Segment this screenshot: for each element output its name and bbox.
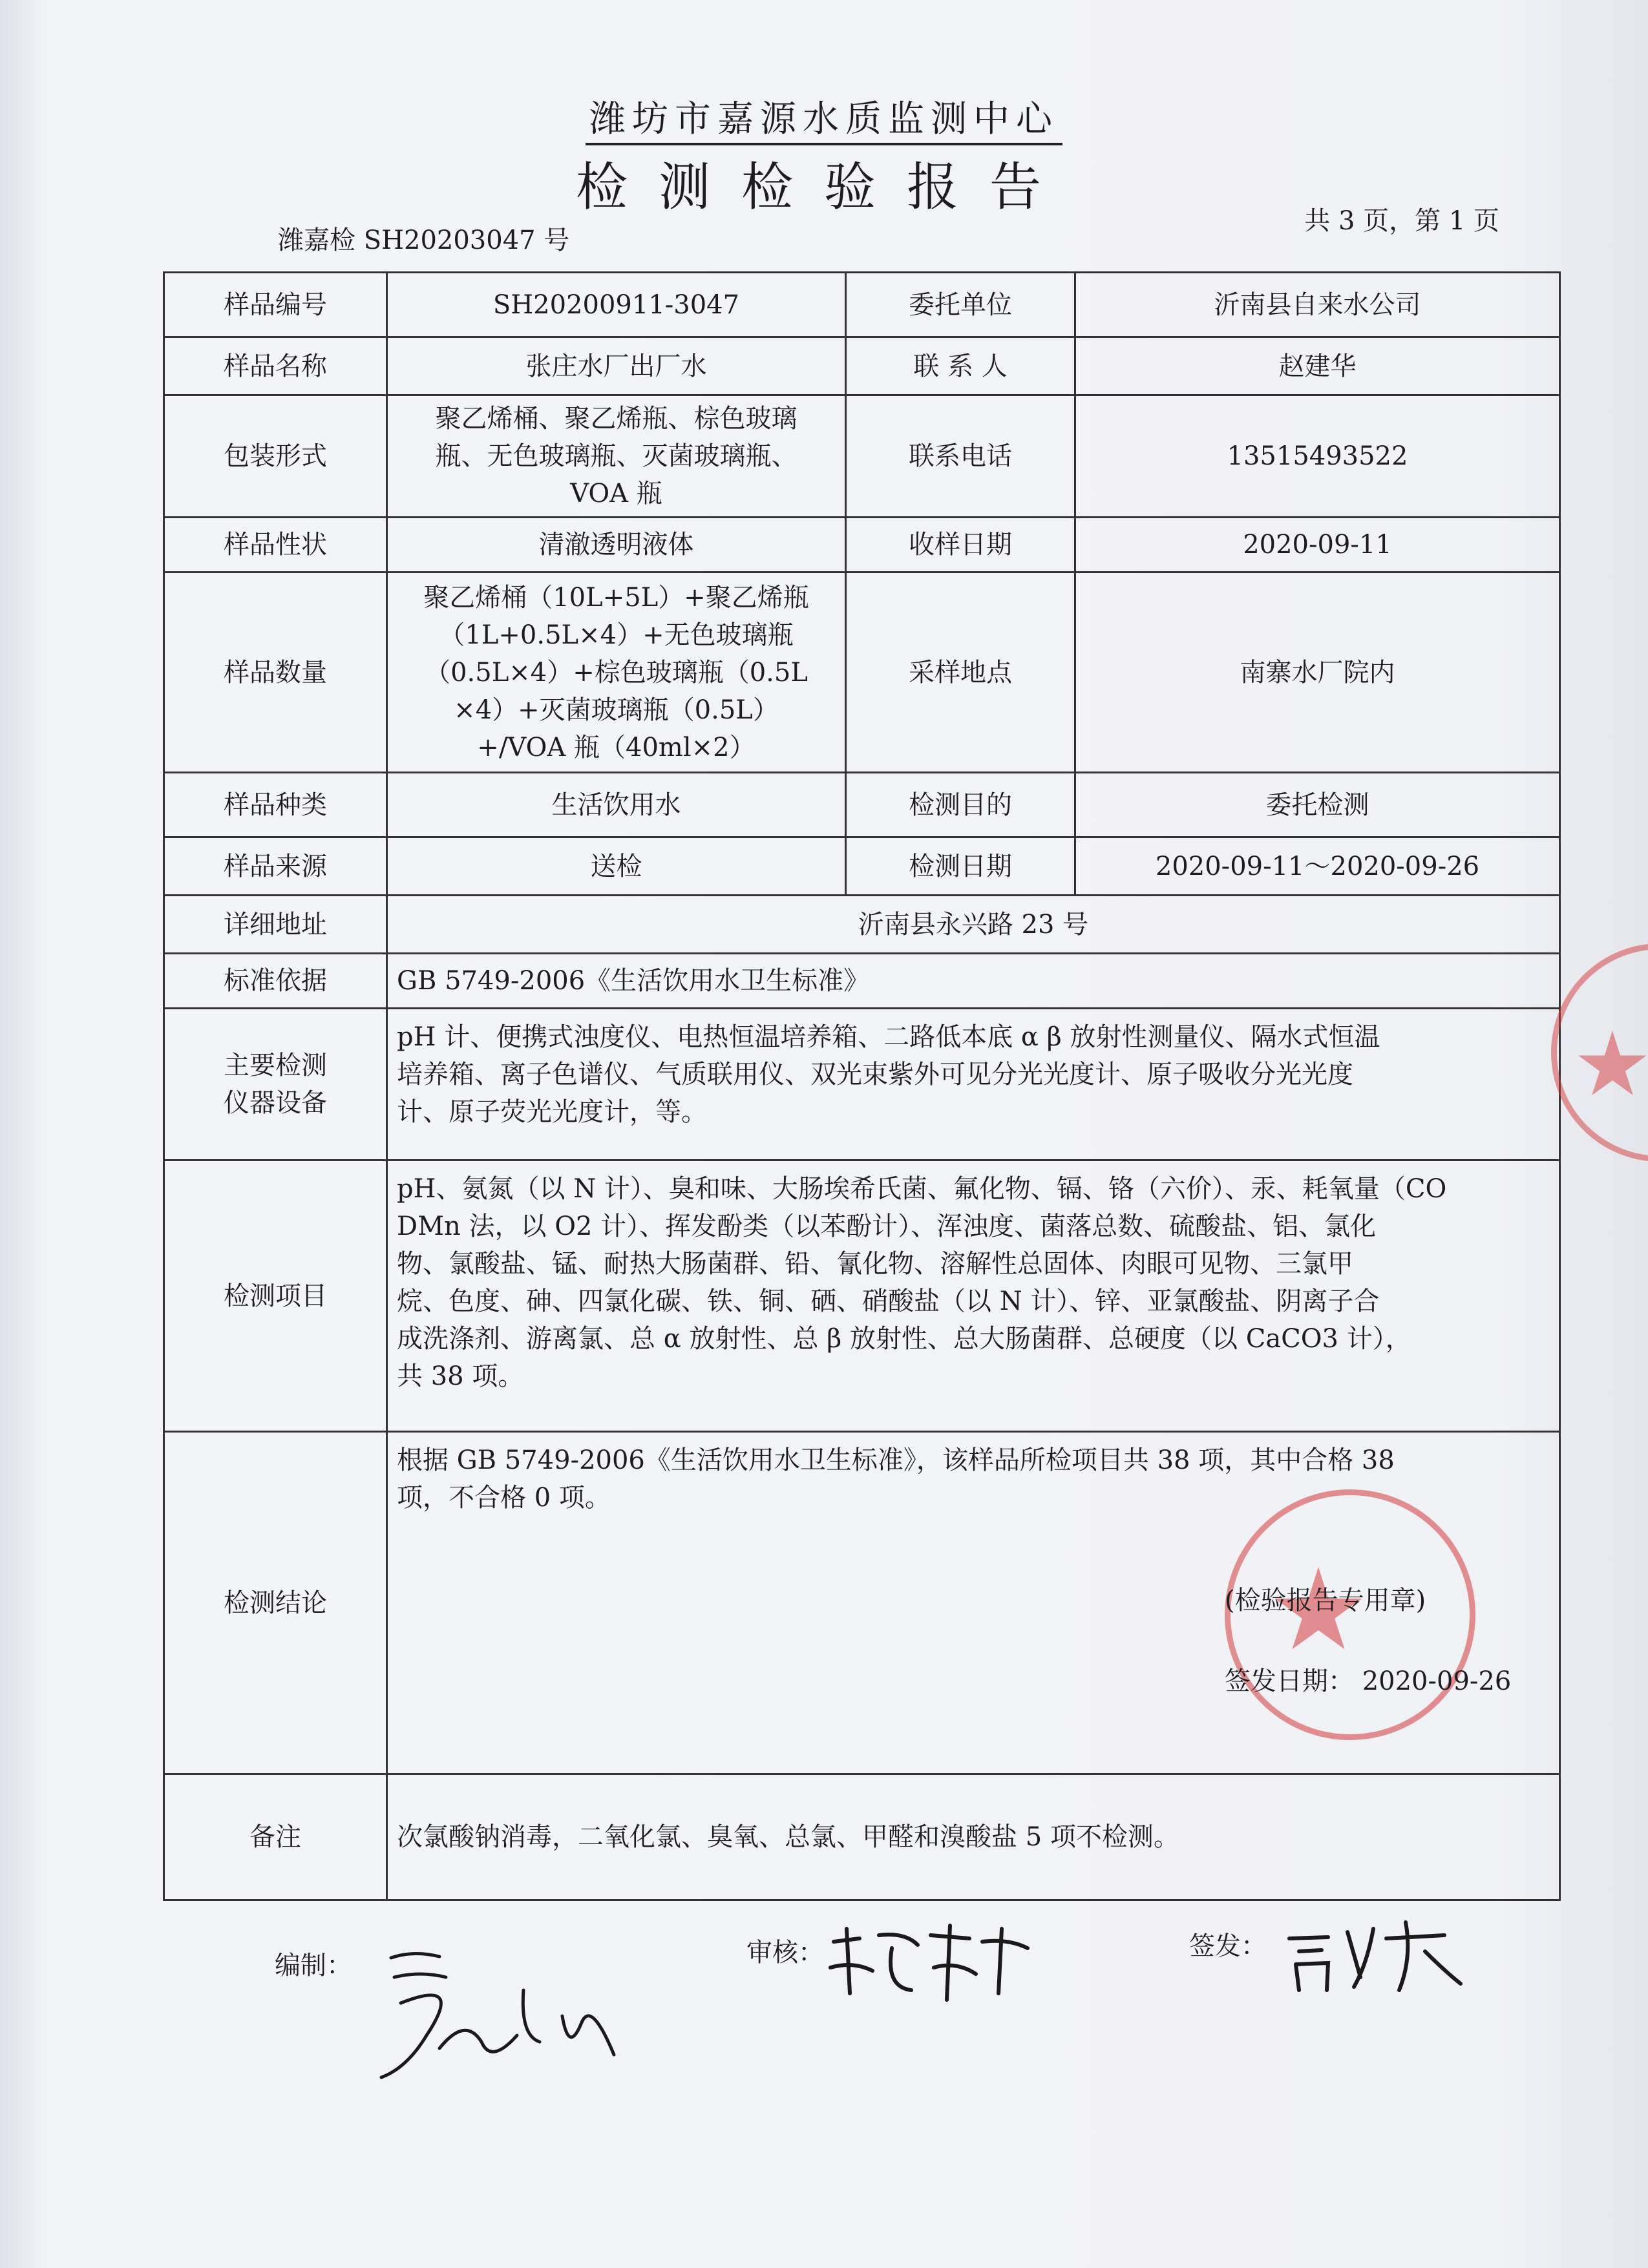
row-sample-name	[164, 337, 1560, 395]
issued-signature	[1276, 1913, 1470, 2003]
row-packaging	[164, 395, 1560, 518]
label-sample-no: 样品编号	[164, 273, 387, 337]
label-test-date: 检测日期	[846, 837, 1075, 896]
row-equipment	[164, 1009, 1560, 1160]
label-items: 检测项目	[164, 1160, 387, 1432]
document-number: 潍嘉检 SH20203047 号	[278, 226, 570, 255]
label-contact: 联 系 人	[846, 337, 1075, 395]
value-contact: 赵建华	[1075, 337, 1560, 395]
organization-name: 潍坊市嘉源水质监测中心	[0, 90, 1648, 142]
value-conclusion: 根据 GB 5749-2006《生活饮用水卫生标准》，该样品所检项目共 38 项，其中合格 38 项，不合格 0 项。	[387, 1432, 1560, 1774]
issue-date: 签发日期： 2020-09-26	[1225, 1666, 1512, 1696]
value-receive-date: 2020-09-11	[1075, 518, 1560, 572]
value-sample-no: SH20200911-3047	[387, 273, 846, 337]
value-address: 沂南县永兴路 23 号	[387, 896, 1560, 954]
value-equipment: pH 计、便携式浊度仪、电热恒温培养箱、二路低本底 α β 放射性测量仪、隔水式恒温 培养箱、离子色谱仪、气质联用仪、双光束紫外可见分光光度计、原子吸收分光光度 计、原子荧光光度计，等。	[387, 1009, 1560, 1160]
reviewed-by-label: 审核：	[746, 1938, 824, 1968]
value-category: 生活饮用水	[387, 773, 846, 837]
value-remark: 次氯酸钠消毒，二氧化氯、臭氧、总氯、甲醛和溴酸盐 5 项不检测。	[387, 1774, 1560, 1900]
row-quantity	[164, 572, 1560, 773]
value-phone: 13515493522	[1075, 395, 1560, 518]
label-phone: 联系电话	[846, 395, 1075, 518]
label-quantity: 样品数量	[164, 572, 387, 773]
row-items	[164, 1160, 1560, 1432]
reviewed-signature	[821, 1916, 1041, 2013]
value-packaging: 聚乙烯桶、聚乙烯瓶、棕色玻璃 瓶、无色玻璃瓶、灭菌玻璃瓶、 VOA 瓶	[387, 395, 846, 518]
label-packaging: 包装形式	[164, 395, 387, 518]
label-address: 详细地址	[164, 896, 387, 954]
label-category: 样品种类	[164, 773, 387, 837]
row-source	[164, 837, 1560, 896]
row-standard	[164, 954, 1560, 1009]
label-conclusion: 检测结论	[164, 1432, 387, 1774]
row-sample-no	[164, 273, 1560, 337]
label-source: 样品来源	[164, 837, 387, 896]
value-items: pH、氨氮（以 N 计）、臭和味、大肠埃希氏菌、氟化物、镉、铬（六价）、汞、耗氧量（CO DMn 法，以 O2 计）、挥发酚类（以苯酚计）、浑浊度、菌落总数、硫酸盐、铝、氯化 物、氯酸盐、锰、耐热大肠菌群、铅、氰化物、溶解性总固体、肉眼可见物、三氯甲 烷、色度、砷、四氯化碳、铁、铜、硒、硝酸盐（以 N 计）、锌、亚氯酸盐、阴离子合 成洗涤剂、游离氯、总 α 放射性、总 β 放射性、总大肠菌群、总硬度（以 CaCO3 计）， 共 38 项。	[387, 1160, 1560, 1432]
label-purpose: 检测目的	[846, 773, 1075, 837]
issued-by-label: 签发：	[1189, 1931, 1267, 1961]
page-info: 共 3 页，第 1 页	[1304, 206, 1499, 236]
stamp-note: (检验报告专用章)	[1225, 1586, 1426, 1615]
value-source: 送检	[387, 837, 846, 896]
label-sample-name: 样品名称	[164, 337, 387, 395]
row-address	[164, 896, 1560, 954]
report-title: 检测检验报告	[576, 157, 1072, 217]
prepared-by-label: 编制：	[275, 1951, 352, 1980]
row-category	[164, 773, 1560, 837]
value-test-date: 2020-09-11～2020-09-26	[1075, 837, 1560, 896]
prepared-signature	[368, 1938, 640, 2094]
label-site: 采样地点	[846, 572, 1075, 773]
value-quantity: 聚乙烯桶（10L+5L）+聚乙烯瓶 （1L+0.5L×4）+无色玻璃瓶 （0.5L×4）+棕色玻璃瓶（0.5L ×4）+灭菌玻璃瓶（0.5L） +/VOA 瓶（40ml×2）	[387, 572, 846, 773]
value-purpose: 委托检测	[1075, 773, 1560, 837]
value-standard: GB 5749-2006《生活饮用水卫生标准》	[387, 954, 1560, 1009]
label-appearance: 样品性状	[164, 518, 387, 572]
row-appearance	[164, 518, 1560, 572]
label-client: 委托单位	[846, 273, 1075, 337]
label-standard: 标准依据	[164, 954, 387, 1009]
label-receive-date: 收样日期	[846, 518, 1075, 572]
label-remark: 备注	[164, 1774, 387, 1900]
value-sample-name: 张庄水厂出厂水	[387, 337, 846, 395]
label-equipment: 主要检测 仪器设备	[164, 1009, 387, 1160]
value-appearance: 清澈透明液体	[387, 518, 846, 572]
value-client: 沂南县自来水公司	[1075, 273, 1560, 337]
row-remark	[164, 1774, 1560, 1900]
value-site: 南寨水厂院内	[1075, 572, 1560, 773]
